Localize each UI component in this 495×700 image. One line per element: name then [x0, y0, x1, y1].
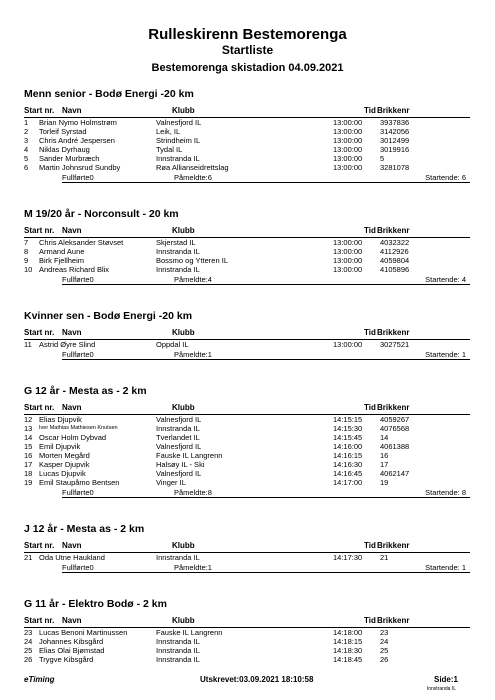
column-club: Klubb	[172, 616, 195, 625]
column-name: Navn	[62, 226, 82, 235]
column-header	[24, 326, 470, 340]
column-club: Klubb	[172, 106, 195, 115]
venue-date: Bestemorenga skistadion 04.09.2021	[151, 62, 344, 74]
table-row	[24, 127, 470, 136]
table-row	[24, 478, 470, 487]
cell-tid: 14:16:45	[333, 469, 363, 478]
cell-club: Innstranda IL	[156, 424, 200, 433]
summary-underline	[62, 359, 470, 360]
column-brikke: Brikkenr	[377, 106, 410, 115]
class-title: G 12 år - Mesta as - 2 km	[24, 385, 147, 397]
cell-tid: 13:00:00	[333, 247, 363, 256]
cell-nr: 25	[24, 646, 33, 655]
cell-brikke: 3142056	[380, 127, 410, 136]
cell-tid: 14:15:15	[333, 415, 363, 424]
document-subtitle: Startliste	[221, 43, 274, 57]
table-row	[24, 256, 470, 265]
finished-value: 0	[89, 350, 94, 359]
cell-club: Vinger IL	[156, 478, 186, 487]
column-club: Klubb	[172, 541, 195, 550]
class-title: M 19/20 år - Norconsult - 20 km	[24, 208, 179, 220]
cell-nr: 18	[24, 469, 33, 478]
cell-name: Oscar Holm Dybvad	[39, 433, 107, 442]
column-brikke: Brikkenr	[377, 403, 410, 412]
column-nr: Start nr.	[24, 226, 55, 235]
cell-nr: 21	[24, 553, 33, 562]
cell-name: Lucas Benoni Martinussen	[39, 628, 128, 637]
table-row	[24, 460, 470, 469]
cell-brikke: 24	[380, 637, 389, 646]
cell-nr: 24	[24, 637, 33, 646]
table-row	[24, 469, 470, 478]
cell-tid: 14:17:00	[333, 478, 363, 487]
column-tid: Tid	[364, 403, 376, 412]
column-brikke: Brikkenr	[377, 226, 410, 235]
cell-nr: 10	[24, 265, 33, 274]
registered-value: 6	[207, 173, 212, 182]
starters-value: 8	[461, 488, 466, 497]
cell-brikke: 26	[380, 655, 389, 664]
cell-club: Valnesfjord IL	[156, 469, 202, 478]
cell-tid: 13:00:00	[333, 163, 363, 172]
cell-brikke: 4032322	[380, 238, 410, 247]
cell-club: Fauske IL Langrenn	[156, 628, 223, 637]
cell-club: Innstranda IL	[156, 553, 200, 562]
finished-value: 0	[89, 563, 94, 572]
organizer-label: Innstranda IL	[426, 686, 456, 692]
class-title: J 12 år - Mesta as - 2 km	[24, 523, 145, 535]
cell-nr: 13	[24, 424, 33, 433]
cell-tid: 13:00:00	[333, 136, 363, 145]
cell-name: Brian Nymo Holmstrøm	[39, 118, 117, 127]
cell-name: Martin Johnsrud Sundby	[39, 163, 121, 172]
cell-nr: 17	[24, 460, 33, 469]
table-row	[24, 451, 470, 460]
finished-value: 0	[89, 488, 94, 497]
column-header	[24, 614, 470, 628]
table-row	[24, 655, 470, 664]
finished-value: 0	[89, 173, 94, 182]
cell-club: Tydal IL	[156, 145, 183, 154]
cell-nr: 16	[24, 451, 33, 460]
cell-tid: 14:15:45	[333, 433, 363, 442]
registered-label: Påmeldte:	[174, 563, 208, 572]
starters-label: Startende:	[425, 488, 460, 497]
cell-brikke: 3019916	[380, 145, 410, 154]
cell-name: Morten Megård	[39, 451, 90, 460]
cell-name: Oda Utne Haukland	[39, 553, 105, 562]
class-section	[24, 310, 470, 360]
table-row	[24, 238, 470, 247]
cell-nr: 8	[24, 247, 29, 256]
section-summary	[24, 562, 470, 573]
column-brikke: Brikkenr	[377, 541, 410, 550]
cell-nr: 5	[24, 154, 29, 163]
table-row	[24, 145, 470, 154]
cell-club: Fauske IL Langrenn	[156, 451, 223, 460]
class-title: Menn senior - Bodø Energi -20 km	[24, 88, 194, 100]
cell-name: Kasper Djupvik	[39, 460, 90, 469]
finished-label: Fullførte	[62, 275, 90, 284]
start-list	[24, 88, 470, 689]
cell-club: Valnesfjord IL	[156, 442, 202, 451]
cell-club: Røa Allianseidrettslag	[156, 163, 229, 172]
cell-club: Innstranda IL	[156, 265, 200, 274]
cell-name: Astrid Øyre Slind	[39, 340, 96, 349]
cell-name: Trygve Kibsgård	[39, 655, 94, 664]
cell-name: Emil Staupåmo Bentsen	[39, 478, 120, 487]
software-name: eTiming	[24, 675, 55, 684]
column-tid: Tid	[364, 616, 376, 625]
cell-brikke: 16	[380, 451, 389, 460]
cell-brikke: 4062147	[380, 469, 410, 478]
cell-nr: 26	[24, 655, 33, 664]
class-section	[24, 385, 470, 498]
cell-name: Birk Fjellheim	[39, 256, 85, 265]
finished-label: Fullførte	[62, 350, 90, 359]
class-section	[24, 88, 470, 183]
cell-tid: 13:00:00	[333, 238, 363, 247]
cell-name: Johannes Kibsgård	[39, 637, 104, 646]
section-summary	[24, 349, 470, 360]
cell-club: Innstranda IL	[156, 637, 200, 646]
cell-name: Andreas Richard Blix	[39, 265, 110, 274]
cell-tid: 14:17:30	[333, 553, 363, 562]
cell-club: Skjerstad IL	[156, 238, 196, 247]
cell-nr: 9	[24, 256, 29, 265]
cell-name: Iver Mathias Mathiesen Knutsen	[39, 425, 118, 431]
cell-tid: 13:00:00	[333, 154, 363, 163]
printed-timestamp: Utskrevet:03.09.2021 18:10:58	[200, 675, 314, 684]
cell-club: Halsøy IL - Ski	[156, 460, 205, 469]
class-section	[24, 598, 470, 664]
table-row	[24, 433, 470, 442]
registered-value: 4	[207, 275, 212, 284]
registered-value: 1	[207, 563, 212, 572]
cell-brikke: 5	[380, 154, 385, 163]
column-nr: Start nr.	[24, 541, 55, 550]
cell-tid: 14:16:30	[333, 460, 363, 469]
cell-club: Innstranda IL	[156, 247, 200, 256]
cell-nr: 1	[24, 118, 29, 127]
column-name: Navn	[62, 106, 82, 115]
cell-nr: 2	[24, 127, 29, 136]
starters-value: 1	[461, 563, 466, 572]
cell-tid: 13:00:00	[333, 127, 363, 136]
column-name: Navn	[62, 328, 82, 337]
class-section	[24, 208, 470, 285]
cell-brikke: 4059267	[380, 415, 410, 424]
cell-brikke: 14	[380, 433, 389, 442]
starters-value: 6	[461, 173, 466, 182]
column-header	[24, 104, 470, 118]
column-header	[24, 539, 470, 553]
finished-label: Fullførte	[62, 563, 90, 572]
cell-brikke: 25	[380, 646, 389, 655]
cell-nr: 7	[24, 238, 29, 247]
registered-label: Påmeldte:	[174, 275, 208, 284]
registered-value: 1	[207, 350, 212, 359]
cell-club: Oppdal IL	[156, 340, 189, 349]
cell-brikke: 3027521	[380, 340, 410, 349]
cell-tid: 13:00:00	[333, 145, 363, 154]
section-summary	[24, 274, 470, 285]
cell-tid: 14:18:45	[333, 655, 363, 664]
column-brikke: Brikkenr	[377, 328, 410, 337]
cell-nr: 6	[24, 163, 29, 172]
cell-nr: 4	[24, 145, 29, 154]
cell-nr: 12	[24, 415, 33, 424]
table-row	[24, 424, 470, 433]
section-summary	[24, 487, 470, 498]
cell-brikke: 4112926	[380, 247, 409, 256]
starters-value: 1	[461, 350, 466, 359]
table-row	[24, 247, 470, 256]
cell-club: Bossmo og Ytteren IL	[156, 256, 228, 265]
cell-name: Chris Aleksander Støvset	[39, 238, 124, 247]
table-row	[24, 646, 470, 655]
cell-club: Strindheim IL	[156, 136, 201, 145]
table-row	[24, 442, 470, 451]
cell-nr: 15	[24, 442, 33, 451]
finished-label: Fullførte	[62, 173, 90, 182]
cell-name: Sander Murbræch	[39, 154, 100, 163]
table-row	[24, 163, 470, 172]
cell-name: Emil Djupvik	[39, 442, 81, 451]
cell-club: Valnesfjord IL	[156, 118, 202, 127]
cell-club: Innstranda IL	[156, 154, 200, 163]
table-row	[24, 628, 470, 637]
table-row	[24, 136, 470, 145]
cell-brikke: 19	[380, 478, 389, 487]
registered-label: Påmeldte:	[174, 350, 208, 359]
event-title: Rulleskirenn Bestemorenga	[148, 26, 347, 43]
cell-brikke: 23	[380, 628, 389, 637]
column-name: Navn	[62, 403, 82, 412]
cell-club: Innstranda IL	[156, 655, 200, 664]
finished-value: 0	[89, 275, 94, 284]
column-tid: Tid	[364, 226, 376, 235]
table-row	[24, 553, 470, 562]
column-tid: Tid	[364, 541, 376, 550]
cell-brikke: 4076568	[380, 424, 410, 433]
cell-nr: 23	[24, 628, 33, 637]
finished-label: Fullførte	[62, 488, 90, 497]
cell-nr: 11	[24, 340, 32, 349]
cell-nr: 14	[24, 433, 33, 442]
cell-brikke: 4061388	[380, 442, 410, 451]
cell-tid: 14:16:15	[333, 451, 363, 460]
summary-underline	[62, 182, 470, 183]
cell-name: Torleif Syrstad	[39, 127, 87, 136]
cell-brikke: 17	[380, 460, 389, 469]
cell-tid: 13:00:00	[333, 340, 363, 349]
cell-nr: 3	[24, 136, 29, 145]
summary-underline	[62, 497, 470, 498]
cell-tid: 13:00:00	[333, 265, 363, 274]
table-row	[24, 118, 470, 127]
registered-label: Påmeldte:	[174, 173, 208, 182]
cell-tid: 14:15:30	[333, 424, 363, 433]
starters-label: Startende:	[425, 173, 460, 182]
class-title: G 11 år - Elektro Bodø - 2 km	[24, 598, 167, 610]
section-summary	[24, 172, 470, 183]
cell-brikke: 3281078	[380, 163, 410, 172]
cell-tid: 14:18:30	[333, 646, 363, 655]
column-club: Klubb	[172, 328, 195, 337]
cell-brikke: 4059804	[380, 256, 410, 265]
column-nr: Start nr.	[24, 403, 55, 412]
summary-underline	[62, 572, 470, 573]
cell-tid: 14:18:00	[333, 628, 363, 637]
page-number: Side:1	[433, 675, 458, 684]
table-row	[24, 415, 470, 424]
starters-label: Startende:	[425, 350, 460, 359]
table-row	[24, 340, 470, 349]
cell-brikke: 4105896	[380, 265, 410, 274]
column-club: Klubb	[172, 226, 195, 235]
cell-name: Chris André Jespersen	[39, 136, 115, 145]
table-row	[24, 154, 470, 163]
cell-name: Elias Djupvik	[39, 415, 82, 424]
starters-value: 4	[461, 275, 466, 284]
column-tid: Tid	[364, 106, 376, 115]
class-title: Kvinner sen - Bodø Energi -20 km	[24, 310, 193, 322]
cell-name: Niklas Dyrhaug	[39, 145, 90, 154]
cell-tid: 14:16:00	[333, 442, 363, 451]
starters-label: Startende:	[425, 275, 460, 284]
cell-club: Valnesfjord IL	[156, 415, 202, 424]
cell-brikke: 21	[380, 553, 389, 562]
cell-club: Tverlandet IL	[156, 433, 200, 442]
column-tid: Tid	[364, 328, 376, 337]
cell-club: Leik, IL	[156, 127, 181, 136]
cell-club: Innstranda IL	[156, 646, 200, 655]
column-name: Navn	[62, 616, 82, 625]
column-brikke: Brikkenr	[377, 616, 410, 625]
column-header	[24, 224, 470, 238]
column-club: Klubb	[172, 403, 195, 412]
cell-name: Armand Aune	[39, 247, 85, 256]
column-header	[24, 401, 470, 415]
cell-tid: 13:00:00	[333, 118, 363, 127]
column-nr: Start nr.	[24, 328, 55, 337]
cell-brikke: 3937836	[380, 118, 410, 127]
cell-nr: 19	[24, 478, 33, 487]
page-header	[0, 0, 495, 75]
table-row	[24, 637, 470, 646]
cell-name: Lucas Djupvik	[39, 469, 86, 478]
summary-underline	[62, 284, 470, 285]
cell-brikke: 3012499	[380, 136, 410, 145]
page-footer	[24, 673, 470, 692]
column-nr: Start nr.	[24, 616, 55, 625]
column-name: Navn	[62, 541, 82, 550]
starters-label: Startende:	[425, 563, 460, 572]
column-nr: Start nr.	[24, 106, 55, 115]
table-row	[24, 265, 470, 274]
class-section	[24, 523, 470, 573]
cell-tid: 14:18:15	[333, 637, 363, 646]
cell-tid: 13:00:00	[333, 256, 363, 265]
registered-label: Påmeldte:	[174, 488, 208, 497]
registered-value: 8	[207, 488, 212, 497]
cell-name: Elias Olai Bjømstad	[39, 646, 105, 655]
